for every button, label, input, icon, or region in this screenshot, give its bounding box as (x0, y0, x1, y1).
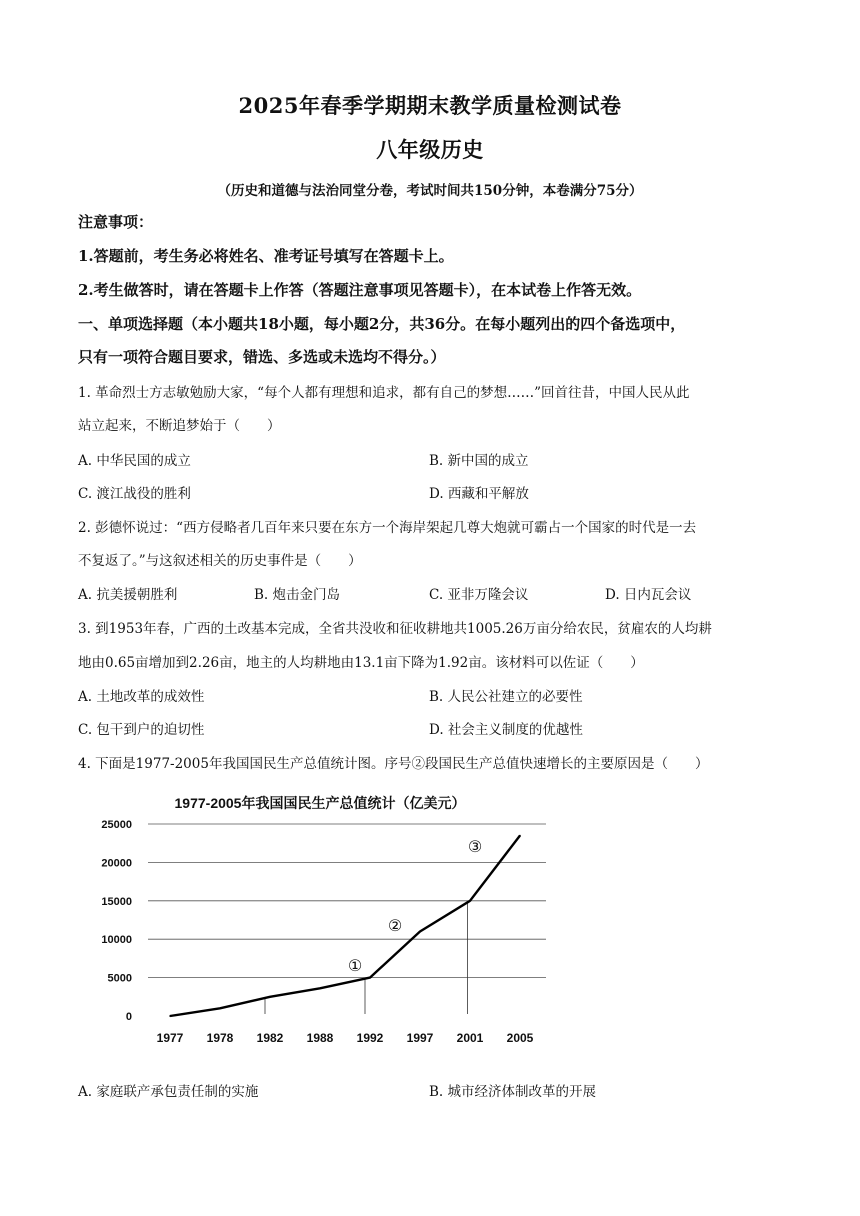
x-tick-label: 2001 (456, 1031, 484, 1045)
x-tick-label: 1977 (156, 1031, 184, 1045)
q2-option-c[interactable]: C. 亚非万隆会议 (429, 587, 529, 603)
x-tick-label: 1997 (406, 1031, 434, 1045)
segment-marker: ② (387, 918, 403, 936)
q4-option-a[interactable]: A. 家庭联产承包责任制的实施 (78, 1084, 259, 1100)
data-point (319, 988, 321, 990)
gnp-line-chart (80, 788, 560, 1058)
q4-option-b[interactable]: B. 城市经济体制改革的开展 (429, 1084, 597, 1100)
data-point (219, 1008, 221, 1010)
q3-option-a[interactable]: A. 土地改革的成效性 (78, 689, 205, 705)
y-tick-label: 0 (125, 1011, 132, 1023)
notice-heading: 注意事项： (78, 213, 154, 231)
q2-option-b[interactable]: B. 炮击金门岛 (254, 587, 341, 603)
data-point (269, 996, 271, 998)
exam-info: （历史和道德与法治同堂分卷，考试时间共150分钟，本卷满分75分） (217, 183, 643, 199)
data-point (369, 977, 371, 979)
exam-subject: 八年级历史 (376, 137, 484, 162)
q1-option-c[interactable]: C. 渡江战役的胜利 (78, 486, 191, 502)
y-tick-label: 15000 (101, 895, 132, 908)
x-tick-label: 1982 (256, 1031, 284, 1045)
q3-option-d[interactable]: D. 社会主义制度的优越性 (429, 722, 583, 738)
question-2-line1: 2. 彭德怀说过：“西方侵略者几百年来只要在东方一个海岸架起几尊大炮就可霸占一个国家的时代是一去 (78, 520, 697, 536)
section-heading-line1: 一、单项选择题（本小题共18小题，每小题2分，共36分。在每小题列出的四个备选项中， (78, 315, 686, 333)
segment-marker: ③ (467, 839, 483, 857)
data-point (519, 835, 521, 837)
x-tick-label: 1978 (206, 1031, 234, 1045)
q1-option-d[interactable]: D. 西藏和平解放 (429, 486, 529, 502)
exam-title: 2025年春季学期期末教学质量检测试卷 (238, 93, 622, 118)
q3-option-b[interactable]: B. 人民公社建立的必要性 (429, 689, 583, 705)
y-tick-label: 5000 (107, 972, 132, 985)
q1-option-a[interactable]: A. 中华民国的成立 (78, 453, 191, 469)
question-4-line1: 4. 下面是1977-2005年我国国民生产总值统计图。序号②段国民生产总值快速增长的主要原因是（ ） (78, 756, 709, 772)
section-heading-line2: 只有一项符合题目要求，错选、多选或未选均不得分。） (78, 348, 446, 366)
question-2-line2: 不复返了。”与这叙述相关的历史事件是（ ） (78, 553, 362, 569)
q2-option-d[interactable]: D. 日内瓦会议 (605, 587, 692, 603)
q3-option-c[interactable]: C. 包干到户的迫切性 (78, 722, 205, 738)
x-tick-label: 1988 (306, 1031, 334, 1045)
y-tick-label: 20000 (101, 857, 132, 870)
segment-marker: ① (347, 958, 363, 976)
q1-option-b[interactable]: B. 新中国的成立 (429, 453, 529, 469)
y-tick-label: 25000 (101, 819, 132, 831)
question-1-line1: 1. 革命烈士方志敏勉励大家，“每个人都有理想和追求，都有自己的梦想……”回首往昔，中国人民从此 (78, 385, 690, 401)
data-point (469, 900, 471, 902)
question-1-line2: 站立起来，不断追梦始于（ ） (78, 418, 281, 434)
q2-option-a[interactable]: A. 抗美援朝胜利 (78, 587, 178, 603)
y-tick-label: 10000 (101, 934, 132, 947)
data-point (419, 931, 421, 933)
x-tick-label: 1992 (356, 1031, 384, 1045)
data-point (169, 1015, 171, 1017)
question-3-line2: 地由0.65亩增加到2.26亩，地主的人均耕地由13.1亩下降为1.92亩。该材料可以佐证（ ） (78, 655, 644, 671)
notice-item-2: 2.考生做答时，请在答题卡上作答（答题注意事项见答题卡），在本试卷上作答无效。 (78, 281, 642, 299)
question-3-line1: 3. 到1953年春，广西的土改基本完成，全省共没收和征收耕地共1005.26万亩分给农民，贫雇农的人均耕 (78, 621, 712, 637)
x-tick-label: 2005 (506, 1031, 534, 1045)
chart-title: 1977-2005年我国国民生产总值统计（亿美元） (174, 795, 466, 811)
notice-item-1: 1.答题前，考生务必将姓名、准考证号填写在答题卡上。 (78, 247, 454, 265)
